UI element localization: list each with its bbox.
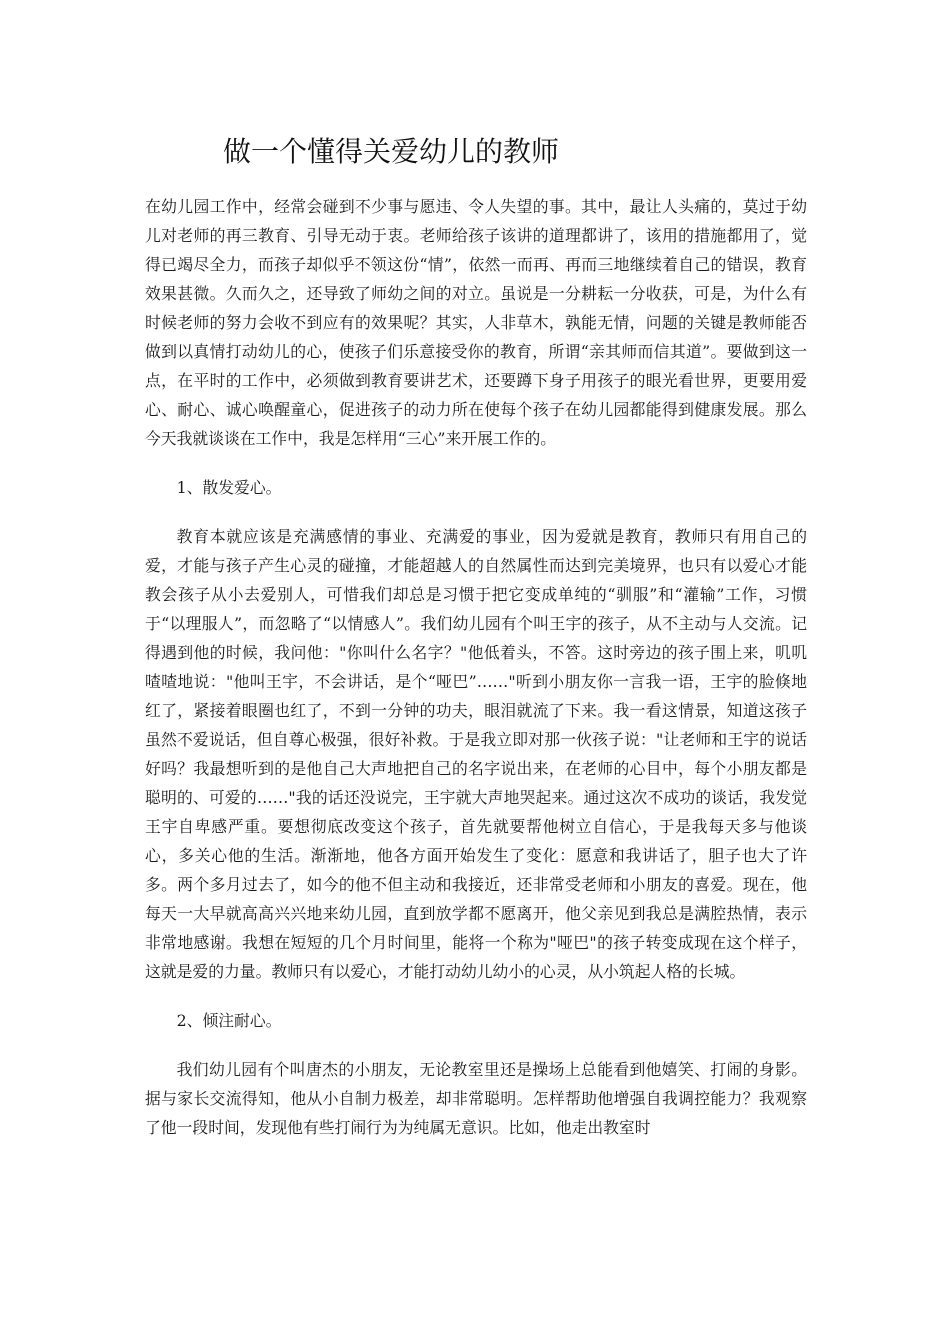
section-2-heading: 2、倾注耐心。 (176, 1011, 282, 1030)
intro-paragraph: 在幼儿园工作中，经常会碰到不少事与愿违、令人失望的事。其中，最让人头痛的，莫过于幼儿对老师的再三教育、引导无动于衷。老师给孩子该讲的道理都讲了，该用的措施都用了，觉得已竭尽全力，而孩子却似乎不领这份“情”，依然一而再、再而三地继续着自己的错误，教育效果甚微。久而久之，还导致了师幼之间的对立。虽说是一分耕耘一分收获，可是，为什么有时候老师的努力会收不到应有的效果呢？其实，人非草木，孰能无情，问题的关键是教师能否做到以真情打动幼儿的心，使孩子们乐意接受你的教育，所谓“亲其师而信其道”。要做到这一点，在平时的工作中，必须做到教育要讲艺术，还要蹲下身子用孩子的眼光看世界，更要用爱心、耐心、诚心唤醒童心，促进孩子的动力所在使每个孩子在幼儿园都能得到健康发展。那么今天我就谈谈在工作中，我是怎样用“三心”来开展工作的。 (145, 197, 807, 448)
document-title: 做一个懂得关爱幼儿的教师 (223, 135, 560, 168)
section-1-heading: 1、散发爱心。 (176, 478, 282, 497)
section-1-paragraph: 教育本就应该是充满感情的事业、充满爱的事业，因为爱就是教育，教师只有用自己的爱，才能与孩子产生心灵的碰撞，才能超越人的自然属性而达到完美境界，也只有以爱心才能教会孩子从小去爱别人，可惜我们却总是习惯于把它变成单纯的“驯服”和“灌输”工作，习惯于“以理服人”，而忽略了“以情感人”。我们幼儿园有个叫王宇的孩子，从不主动与人交流。记得遇到他的时候，我问他："你叫什么名字？"他低着头，不答。这时旁边的孩子围上来，叽叽喳喳地说："他叫王宇，不会讲话，是个“哑巴”……"听到小朋友你一言我一语，王宇的脸倏地红了，紧接着眼圈也红了，不到一分钟的功夫，眼泪就流了下来。我一看这情景，知道这孩子虽然不爱说话，但自尊心极强，很好补救。于是我立即对那一伙孩子说："让老师和王宇的说话好吗？我最想听到的是他自己大声地把自己的名字说出来，在老师的心目中，每个小朋友都是聪明的、可爱的……"我的话还没说完，王宇就大声地哭起来。通过这次不成功的谈话，我发觉王宇自卑感严重。要想彻底改变这个孩子，首先就要帮他树立自信心，于是我每天多与他谈心，多关心他的生活。渐渐地，他各方面开始发生了变化：愿意和我讲话了，胆子也大了许多。两个多月过去了，如今的他不但主动和我接近，还非常受老师和小朋友的喜爱。现在，他每天一大早就高高兴兴地来幼儿园，直到放学都不愿离开，他父亲见到我总是满腔热情，表示非常地感谢。我想在短短的几个月时间里，能将一个称为"哑巴"的孩子转变成现在这个样子，这就是爱的力量。教师只有以爱心，才能打动幼儿幼小的心灵，从小筑起人格的长城。 (145, 527, 807, 981)
document-body (145, 192, 807, 1142)
section-2-paragraph: 我们幼儿园有个叫唐杰的小朋友，无论教室里还是操场上总能看到他嬉笑、打闹的身影。据与家长交流得知，他从小自制力极差，却非常聪明。怎样帮助他增强自我调控能力？我观察了他一段时间，发现他有些打闹行为为纯属无意识。比如，他走出教室时 (145, 1060, 807, 1137)
